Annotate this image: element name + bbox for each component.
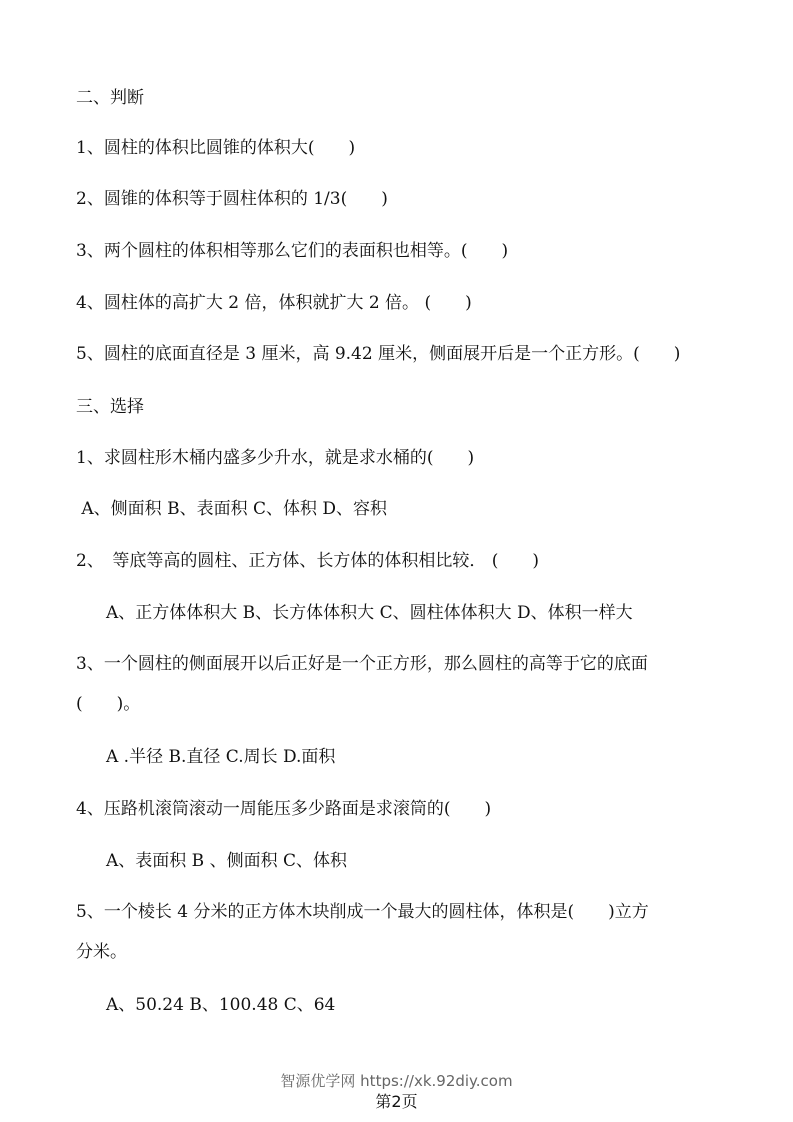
- choice-3-stem-line-1: 3、一个圆柱的侧面展开以后正好是一个正方形，那么圆柱的高等于它的底面: [76, 654, 648, 674]
- choice-1-options: A、侧面积 B、表面积 C、体积 D、容积: [76, 499, 388, 519]
- choice-5-stem-line-2: 分米。: [76, 942, 127, 962]
- choice-5-options: A、50.24 B、100.48 C、64: [106, 995, 336, 1015]
- page-number: 第2页: [375, 1092, 418, 1111]
- choice-3-options: A .半径 B.直径 C.周长 D.面积: [106, 747, 336, 767]
- judgement-item-5: 5、圆柱的底面直径是 3 厘米，高 9.42 厘米，侧面展开后是一个正方形。( ): [76, 344, 681, 364]
- choice-2-stem: 2、 等底等高的圆柱、正方体、长方体的体积相比较． ( ): [76, 551, 539, 571]
- choice-3-stem-line-2: ( )。: [76, 694, 141, 714]
- choice-2-options: A、正方体体积大 B、长方体体积大 C、圆柱体体积大 D、体积一样大: [106, 603, 633, 623]
- judgement-item-1: 1、圆柱的体积比圆锥的体积大( ): [76, 138, 356, 158]
- section-3-heading: 三、选择: [76, 397, 144, 417]
- choice-4-stem: 4、压路机滚筒滚动一周能压多少路面是求滚筒的( ): [76, 799, 492, 819]
- section-2-heading: 二、判断: [76, 88, 144, 108]
- judgement-item-2: 2、圆锥的体积等于圆柱体积的 1/3( ): [76, 189, 388, 209]
- choice-5-stem-line-1: 5、一个棱长 4 分米的正方体木块削成一个最大的圆柱体，体积是( )立方: [76, 902, 649, 922]
- choice-1-stem: 1、求圆柱形木桶内盛多少升水，就是求水桶的( ): [76, 448, 475, 468]
- judgement-item-3: 3、两个圆柱的体积相等那么它们的表面积也相等。( ): [76, 241, 509, 261]
- footer-watermark: 智源优学网 https://xk.92diy.com: [280, 1072, 513, 1090]
- judgement-item-4: 4、圆柱体的高扩大 2 倍，体积就扩大 2 倍。 ( ): [76, 293, 472, 313]
- choice-4-options: A、表面积 B 、侧面积 C、体积: [106, 851, 347, 871]
